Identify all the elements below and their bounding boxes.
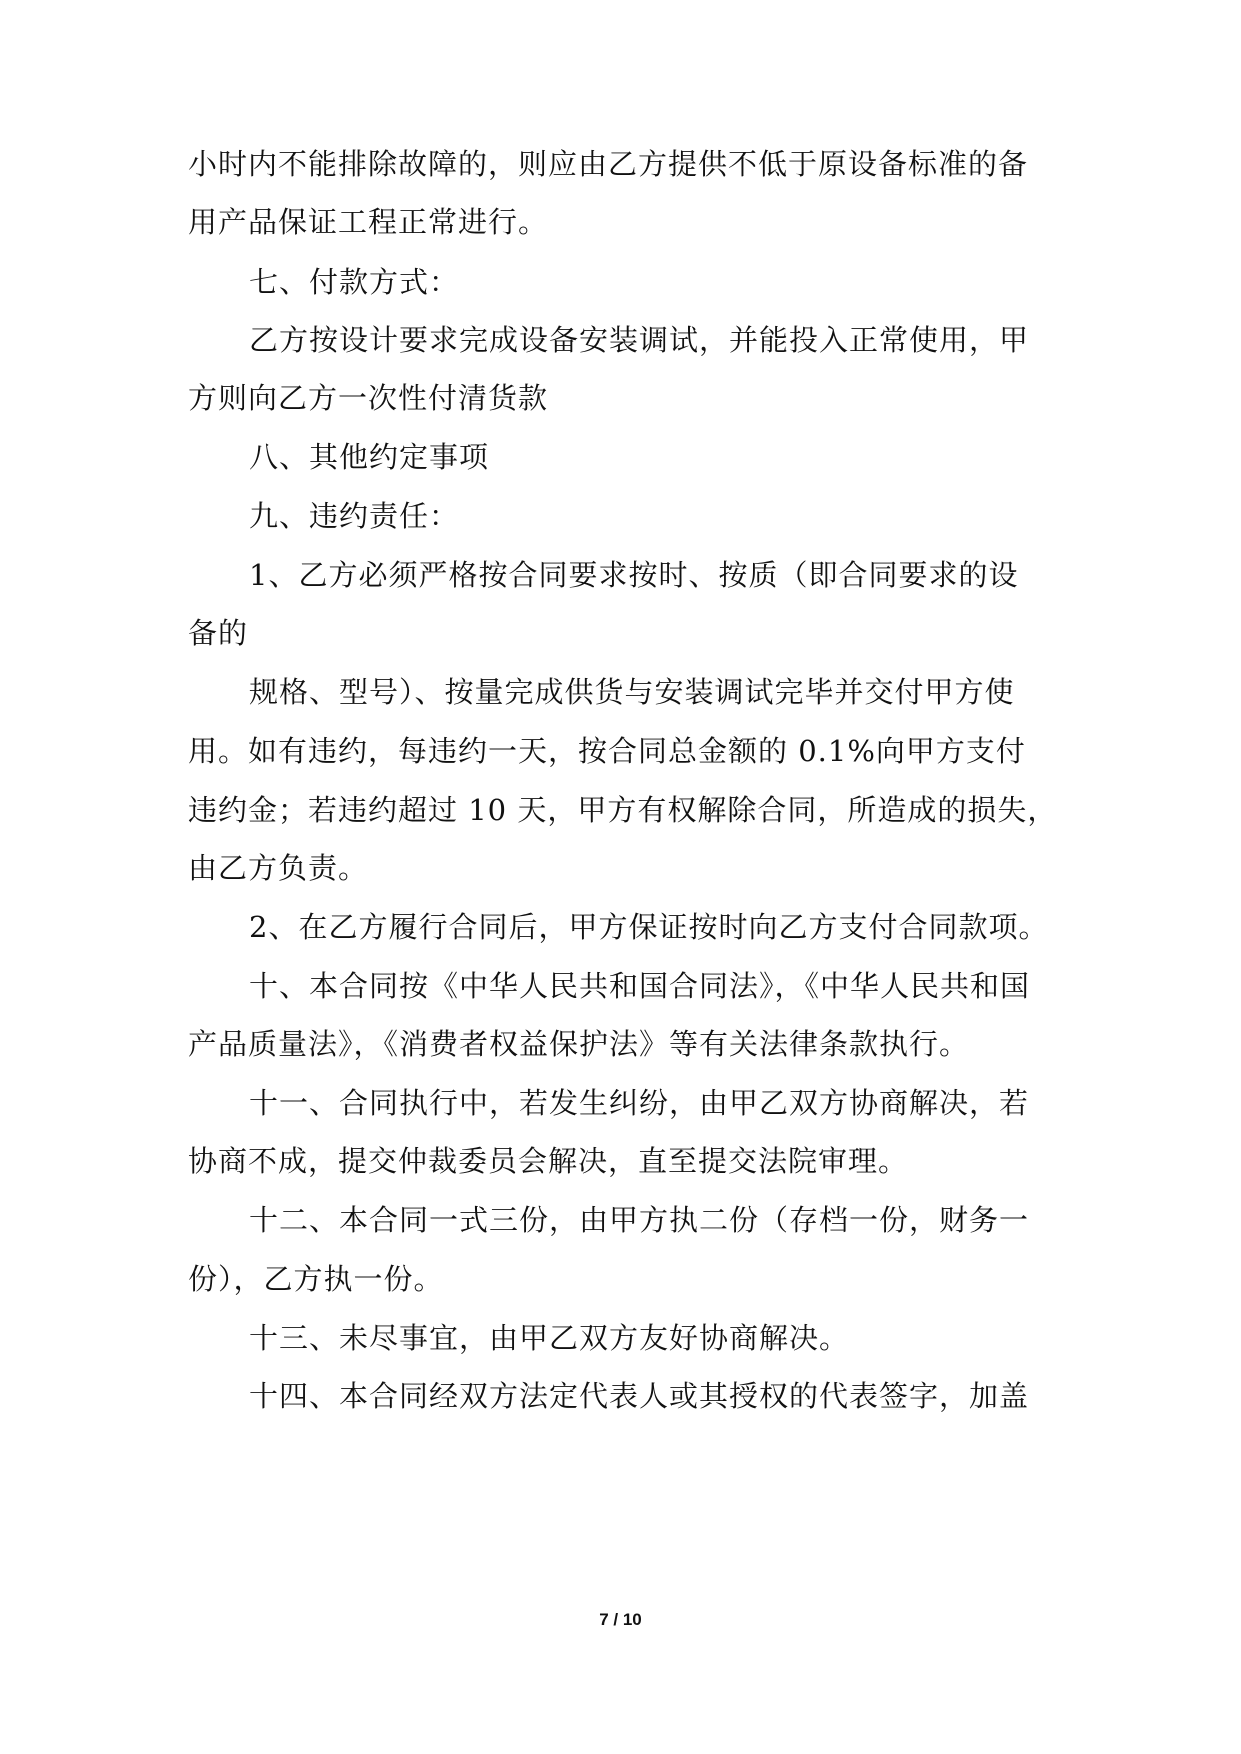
text-line: 规格、型号）、按量完成供货与安装调试完毕并交付甲方使 [249, 675, 1015, 709]
text-line: 份），乙方执一份。 [188, 1262, 444, 1296]
text-line: 产品质量法》，《消费者权益保护法》等有关法律条款执行。 [188, 1027, 970, 1061]
text-line: 方则向乙方一次性付清货款 [188, 381, 549, 415]
section-heading: 七、付款方式： [249, 265, 460, 299]
text-line: 用。如有违约，每违约一天，按合同总金额的 0.1%向甲方支付 [188, 734, 1026, 768]
page-number: 7 / 10 [599, 1610, 642, 1629]
text-line: 十二、本合同一式三份，由甲方执二份（存档一份，财务一 [249, 1203, 1030, 1237]
text-line: 小时内不能排除故障的，则应由乙方提供不低于原设备标准的备 [188, 147, 1029, 181]
section-heading: 九、违约责任： [249, 499, 460, 533]
text-line: 2、在乙方履行合同后，甲方保证按时向乙方支付合同款项。 [249, 910, 1049, 944]
text-line: 协商不成，提交仲裁委员会解决，直至提交法院审理。 [188, 1144, 909, 1178]
text-line: 用产品保证工程正常进行。 [188, 205, 549, 239]
section-heading: 八、其他约定事项 [249, 440, 490, 474]
text-line: 备的 [188, 616, 249, 650]
text-line: 1、乙方必须严格按合同要求按时、按质（即合同要求的设 [249, 558, 1019, 592]
text-line: 乙方按设计要求完成设备安装调试，并能投入正常使用，甲 [249, 323, 1030, 357]
text-line: 十三、未尽事宜，由甲乙双方友好协商解决。 [249, 1321, 850, 1355]
text-line: 十一、合同执行中，若发生纠纷，由甲乙双方协商解决，若 [249, 1086, 1030, 1120]
text-line: 违约金；若违约超过 10 天，甲方有权解除合同，所造成的损失， [188, 793, 1058, 827]
text-line: 十、本合同按《中华人民共和国合同法》，《中华人民共和国 [249, 969, 1031, 1003]
text-line: 十四、本合同经双方法定代表人或其授权的代表签字，加盖 [249, 1379, 1030, 1413]
text-line: 由乙方负责。 [188, 851, 369, 885]
